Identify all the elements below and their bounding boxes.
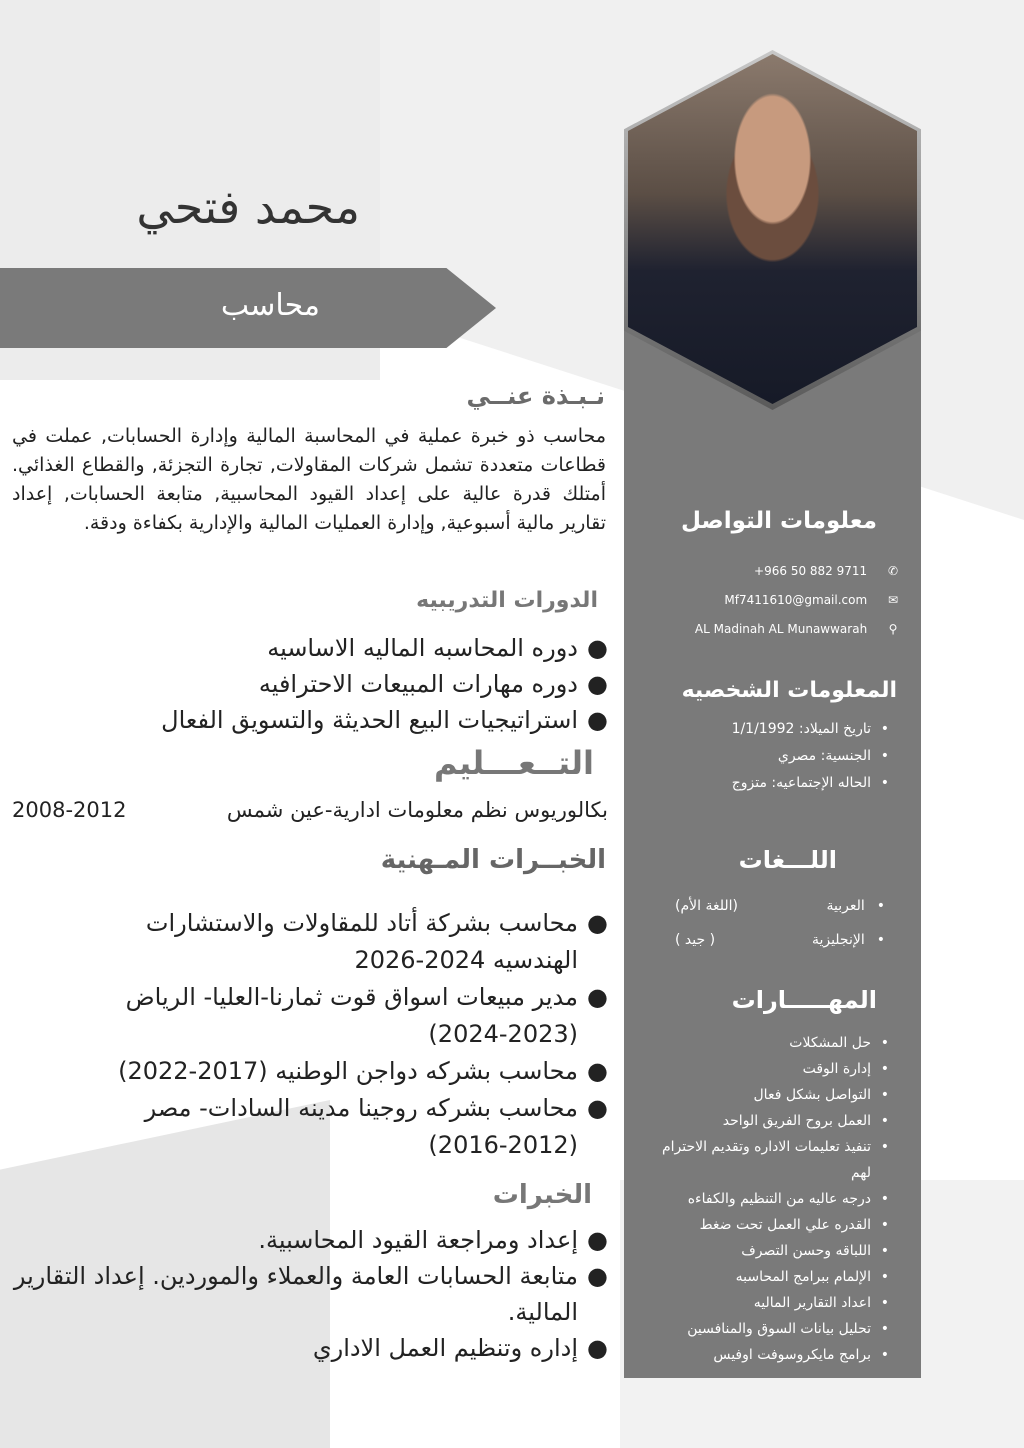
list-item: • تاريخ الميلاد: 1/1/1992: [731, 721, 889, 737]
list-item: • تنفيذ تعليمات الاداره وتقديم الاحترام لهم: [661, 1139, 889, 1181]
skills-heading: المهـــــارات: [731, 986, 877, 1014]
contact-location-row: [641, 622, 901, 644]
skills-list: [639, 1030, 889, 1368]
language-name: • العربية: [826, 898, 885, 914]
key-experience-list: [10, 1222, 608, 1366]
list-item: • التواصل بشكل فعال: [753, 1087, 889, 1103]
mail-icon: ✉: [887, 593, 899, 607]
list-item: ● متابعة الحسابات العامة والعملاء والموردين. إعداد التقارير المالية.: [13, 1262, 608, 1326]
contact-email-row: [641, 593, 901, 615]
list-item: • الحاله الإجتماعيه: متزوج: [731, 775, 889, 791]
list-item: ● محاسب بشركه روجينا مدينه السادات- مصر (2012-2016): [144, 1094, 608, 1159]
language-level: ( جيد ): [675, 932, 716, 948]
list-item: ● دوره مهارات المبيعات الاحترافيه: [258, 670, 608, 698]
contact-phone-row: [641, 564, 901, 586]
personal-info-heading: المعلومات الشخصيه: [681, 678, 897, 703]
list-item: • برامج مايكروسوفت اوفيس: [713, 1347, 889, 1363]
contact-heading: معلومات التواصل: [681, 508, 877, 534]
list-item: • اللباقه وحسن التصرف: [741, 1243, 889, 1259]
list-item: • العمل بروح الفريق الواحد: [722, 1113, 889, 1129]
list-item: ● دوره المحاسبه الماليه الاساسيه: [267, 634, 608, 662]
education-heading: التــعـــليم: [433, 744, 594, 782]
key-experience-heading: الخبرات: [492, 1180, 592, 1210]
list-item: ● محاسب بشركة أتاد للمقاولات والاستشارات الهندسيه 2024-2026: [145, 909, 608, 974]
experience-heading: الخبــرات المـهنية: [380, 845, 606, 875]
contact-email[interactable]: Mf7411610@gmail.com: [724, 593, 868, 607]
language-level: (اللغة الأم): [675, 898, 738, 914]
list-item: • إدارة الوقت: [802, 1061, 889, 1077]
list-item: • الجنسية: مصري: [777, 748, 889, 764]
list-item: ● إداره وتنظيم العمل الاداري: [312, 1334, 608, 1362]
about-heading: نـبـذة عنــي: [466, 382, 605, 410]
education-years: 2008-2012: [12, 798, 127, 822]
sidebar: [624, 300, 921, 1378]
list-item: • اعداد التقارير الماليه: [753, 1295, 889, 1311]
list-item: ● استراتيجيات البيع الحديثة والتسويق الفعال: [161, 706, 608, 734]
phone-icon: ✆: [887, 564, 899, 578]
location-pin-icon: ⚲: [888, 622, 898, 636]
list-item: ● إعداد ومراجعة القيود المحاسبية.: [258, 1226, 608, 1254]
list-item: • حل المشكلات: [789, 1035, 889, 1051]
language-row: [675, 932, 885, 954]
list-item: • درجه عاليه من التنظيم والكفاءه: [687, 1191, 889, 1207]
contact-location: AL Madinah AL Munawwarah: [694, 622, 868, 636]
person-name: محمد فتحي: [136, 180, 360, 234]
language-name: • الإنجليزية: [812, 932, 885, 948]
courses-heading: الدورات التدريبيه: [416, 588, 598, 613]
experience-list: [60, 905, 608, 1164]
about-text: محاسب ذو خبرة عملية في المحاسبة المالية وإدارة الحسابات, عملت في قطاعات متعددة تشمل شركات المقاولات, تجارة التجزئة, والقطاع الغذائي. أمتلك قدرة عالية على إعداد القيود المحاسبية, متابعة الحسابات, إعداد تقارير مالية أسبوعية, وإدارة العمليات المالية والإدارية بكفاءة ودقة.: [12, 425, 606, 534]
list-item: • القدره علي العمل تحت ضغط: [699, 1217, 889, 1233]
job-title: محاسب: [220, 288, 320, 323]
language-row: [675, 898, 885, 920]
list-item: • تحليل بيانات السوق والمنافسين: [687, 1321, 889, 1337]
list-item: • الإلمام ببرامج المحاسبه: [735, 1269, 889, 1285]
education-degree: بكالوريوس نظم معلومات ادارية-عين شمس: [226, 798, 608, 822]
list-item: ● مدير مبيعات اسواق قوت ثمارنا-العليا- الرياض (2023-2024): [125, 983, 608, 1048]
languages-heading: اللـــغات: [738, 846, 837, 874]
contact-phone[interactable]: +966 50 882 9711: [754, 564, 868, 578]
education-entry: [12, 798, 608, 828]
personal-info-list: [649, 716, 889, 797]
courses-list: [80, 630, 608, 738]
list-item: ● محاسب بشركه دواجن الوطنيه (2017-2022): [118, 1057, 608, 1085]
